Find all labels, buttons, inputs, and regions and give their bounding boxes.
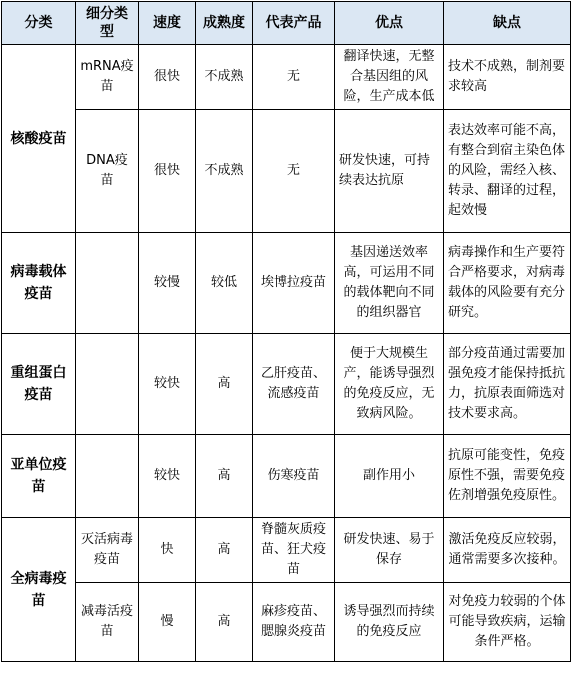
cons-cell: 表达效率可能不高，有整合到宿主染色体的风险，需经入核、转录、翻译的过程，起效慢	[444, 110, 571, 233]
header-cons: 缺点	[444, 2, 571, 45]
pros-cell: 研发快速、易于保存	[335, 518, 444, 583]
maturity-cell: 高	[196, 583, 253, 662]
maturity-cell: 较低	[196, 233, 253, 334]
speed-cell: 较快	[139, 334, 196, 435]
category-cell: 全病毒疫苗	[2, 518, 76, 662]
table-row	[2, 334, 571, 435]
table-row	[2, 435, 571, 518]
subtype-cell	[76, 435, 139, 518]
header-row	[2, 2, 571, 45]
subtype-cell	[76, 233, 139, 334]
table-row	[2, 518, 571, 583]
maturity-cell: 高	[196, 334, 253, 435]
speed-cell: 慢	[139, 583, 196, 662]
maturity-cell: 不成熟	[196, 110, 253, 233]
category-cell: 重组蛋白疫苗	[2, 334, 76, 435]
header-pros: 优点	[335, 2, 444, 45]
product-cell: 乙肝疫苗、流感疫苗	[253, 334, 335, 435]
subtype-cell: 灭活病毒疫苗	[76, 518, 139, 583]
vaccine-comparison-table	[1, 1, 571, 662]
category-cell: 亚单位疫苗	[2, 435, 76, 518]
subtype-cell: DNA疫苗	[76, 110, 139, 233]
pros-cell: 诱导强烈而持续的免疫反应	[335, 583, 444, 662]
header-speed: 速度	[139, 2, 196, 45]
product-cell: 无	[253, 45, 335, 110]
table-row	[2, 45, 571, 110]
cons-cell: 病毒操作和生产要符合严格要求，对病毒载体的风险要有充分研究。	[444, 233, 571, 334]
speed-cell: 较慢	[139, 233, 196, 334]
product-cell: 无	[253, 110, 335, 233]
product-cell: 脊髓灰质疫苗、狂犬疫苗	[253, 518, 335, 583]
speed-cell: 较快	[139, 435, 196, 518]
pros-cell: 研发快速，可持续表达抗原	[335, 110, 444, 233]
speed-cell: 很快	[139, 110, 196, 233]
maturity-cell: 高	[196, 518, 253, 583]
pros-cell: 基因递送效率高，可运用不同的载体靶向不同的组织器官	[335, 233, 444, 334]
pros-cell: 便于大规模生产，能诱导强烈的免疫反应，无致病风险。	[335, 334, 444, 435]
table-row	[2, 233, 571, 334]
cons-cell: 对免疫力较弱的个体可能导致疾病，运输条件严格。	[444, 583, 571, 662]
table-row	[2, 110, 571, 233]
category-cell: 核酸疫苗	[2, 45, 76, 233]
header-maturity: 成熟度	[196, 2, 253, 45]
cons-cell: 抗原可能变性，免疫原性不强，需要免疫佐剂增强免疫原性。	[444, 435, 571, 518]
subtype-cell: 减毒活疫苗	[76, 583, 139, 662]
speed-cell: 快	[139, 518, 196, 583]
product-cell: 埃博拉疫苗	[253, 233, 335, 334]
cons-cell: 部分疫苗通过需要加强免疫才能保持抵抗力，抗原表面筛选对技术要求高。	[444, 334, 571, 435]
cons-cell: 激活免疫反应较弱，通常需要多次接种。	[444, 518, 571, 583]
product-cell: 麻疹疫苗、腮腺炎疫苗	[253, 583, 335, 662]
pros-cell: 副作用小	[335, 435, 444, 518]
header-product: 代表产品	[253, 2, 335, 45]
header-subtype: 细分类型	[76, 2, 139, 45]
category-cell: 病毒载体疫苗	[2, 233, 76, 334]
maturity-cell: 高	[196, 435, 253, 518]
subtype-cell	[76, 334, 139, 435]
speed-cell: 很快	[139, 45, 196, 110]
subtype-cell: mRNA疫苗	[76, 45, 139, 110]
product-cell: 伤寒疫苗	[253, 435, 335, 518]
header-category: 分类	[2, 2, 76, 45]
cons-cell: 技术不成熟，制剂要求较高	[444, 45, 571, 110]
pros-cell: 翻译快速，无整合基因组的风险，生产成本低	[335, 45, 444, 110]
table-row	[2, 583, 571, 662]
maturity-cell: 不成熟	[196, 45, 253, 110]
